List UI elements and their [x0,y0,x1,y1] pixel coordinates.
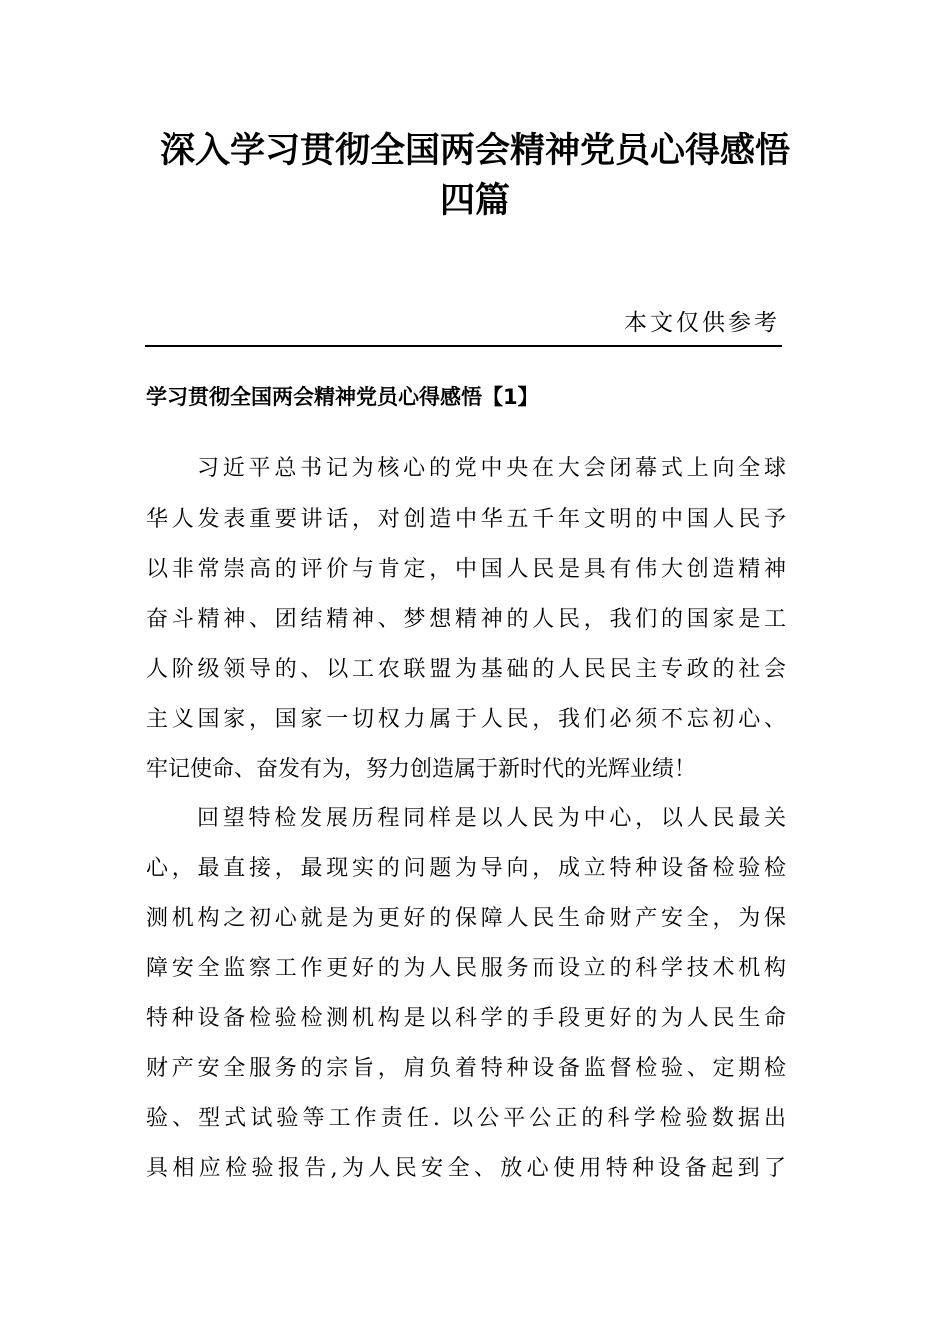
paragraph-1-line: 华人发表重要讲话，对创造中华五千年文明的中国人民予 [146,507,786,532]
paragraph-1-line: 习近平总书记为核心的党中央在大会闭幕式上向全球 [197,456,786,481]
paragraph-2-line: 具相应检验报告,为人民安全、放心使用特种设备起到了 [146,1156,786,1181]
reference-note: 本文仅供参考 [624,310,780,336]
paragraph-1-line: 奋斗精神、团结精神、梦想精神的人民，我们的国家是工 [146,607,786,632]
horizontal-rule [145,345,782,347]
paragraph-2-line: 测机构之初心就是为更好的保障人民生命财产安全，为保 [146,906,786,931]
paragraph-2-line: 回望特检发展历程同样是以人民为中心，以人民最关 [197,806,786,831]
paragraph-2-line: 心，最直接，最现实的问题为导向，成立特种设备检验检 [146,856,786,881]
section-heading: 学习贯彻全国两会精神党员心得感悟【1】 [146,385,539,409]
paragraph-1-line: 牢记使命、奋发有为，努力创造属于新时代的光辉业绩！ [146,757,697,782]
paragraph-1-line: 人阶级领导的、以工农联盟为基础的人民民主专政的社会 [146,657,786,682]
paragraph-2-line: 验、型式试验等工作责任. 以公平公正的科学检验数据出 [146,1106,786,1131]
document-title-line-1: 深入学习贯彻全国两会精神党员心得感悟 [159,131,790,171]
paragraph-2-line: 财产安全服务的宗旨，肩负着特种设备监督检验、定期检 [146,1056,786,1081]
paragraph-1-line: 以非常崇高的评价与肯定，中国人民是具有伟大创造精神 [146,557,786,582]
paragraph-2-line: 障安全监察工作更好的为人民服务而设立的科学技术机构 [146,956,786,981]
document-title-line-2: 四篇 [439,181,510,221]
paragraph-1-line: 主义国家，国家一切权力属于人民，我们必须不忘初心、 [146,707,786,732]
paragraph-2-line: 特种设备检验检测机构是以科学的手段更好的为人民生命 [146,1006,786,1031]
